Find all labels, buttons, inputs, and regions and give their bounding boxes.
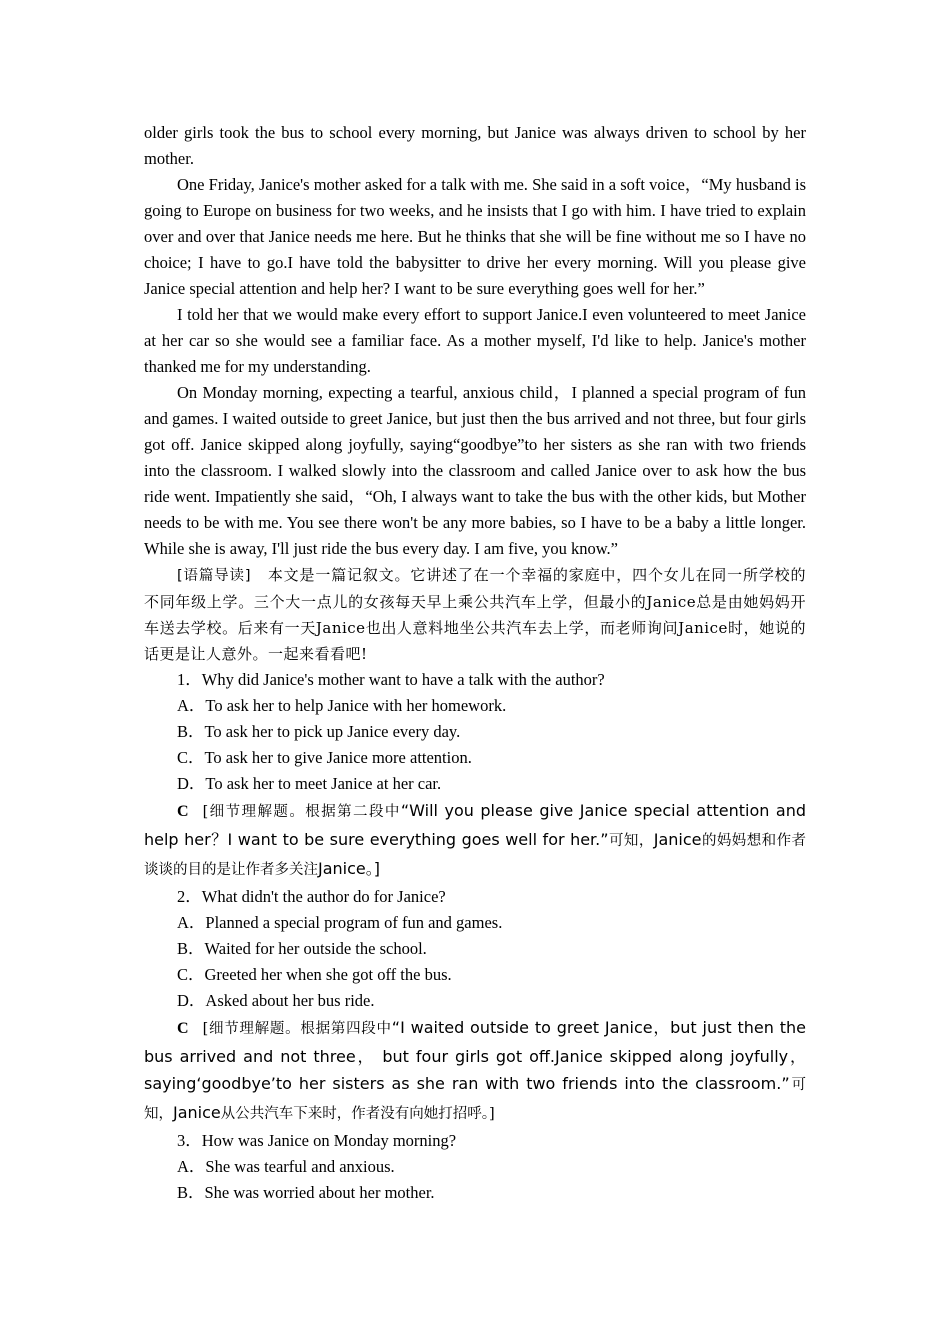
question-1-option-a[interactable]: A．To ask her to help Janice with her homework. [177, 696, 507, 715]
question-2-option-c[interactable]: C．Greeted her when she got off the bus. [177, 965, 452, 984]
passage-paragraph-4: On Monday morning, expecting a tearful, anxious child，I planned a special program of fun and games. I waited outside to greet Janice, but just then the bus arrived and not three, but four girls got off. Janice skipped along joyfully, saying“goodbye”to her sisters as she ran with two friends into the classroom. I walked slowly into the classroom and called Janice over to ask how the bus ride went. Impatiently she said，“Oh, I always want to take the bus with the other kids, but Mother needs to be with me. You see there won't be any more babies, so I have to be a baby a little longer. While she is away, I'll just ride the bus every day. I am five, you know.” [144, 383, 806, 558]
question-2-option-b[interactable]: B．Waited for her outside the school. [177, 939, 427, 958]
question-2-stem: 2．What didn't the author do for Janice? [177, 887, 446, 906]
question-1-option-d[interactable]: D．To ask her to meet Janice at her car. [177, 774, 442, 793]
reading-guide-tag: [语篇导读] [177, 568, 252, 584]
question-2-explanation: C [细节理解题。根据第四段中“I waited outside to greet Janice，but just then the bus arrived and not three， but four girls got off.Janice skipped along joyfully， saying‘goodbye’to her sisters as she ran with two friends into the classroom.”可知，Janice从公共汽车下来时，作者没有向她打招呼。] [144, 1018, 807, 1122]
question-1-answer-key: C [177, 803, 189, 820]
question-2-answer-key: C [177, 1020, 189, 1037]
question-2-option-d[interactable]: D．Asked about her bus ride. [177, 991, 375, 1010]
reading-guide-text: 本文是一篇记叙文。它讲述了在一个幸福的家庭中，四个女儿在同一所学校的不同年级上学。三个大一点儿的女孩每天早上乘公共汽车上学，但最小的Janice总是由她妈妈开车送去学校。后来有一天Janice也出人意料地坐公共汽车去上学，而老师询问Janice时，她说的话更是让人意外。一起来看看吧! [144, 566, 806, 663]
question-3-option-a[interactable]: A．She was tearful and anxious. [177, 1157, 395, 1176]
question-1-option-b[interactable]: B．To ask her to pick up Janice every day. [177, 722, 461, 741]
document-page [144, 120, 806, 1206]
question-3-stem: 3．How was Janice on Monday morning? [177, 1131, 457, 1150]
passage-paragraph-1: older girls took the bus to school every morning, but Janice was always driven to school by her mother. [144, 123, 806, 168]
passage-paragraph-3: I told her that we would make every effort to support Janice.I even volunteered to meet Janice at her car so she would see a familiar face. As a mother myself, I'd like to help. Janice's mother thanked me for my understanding. [144, 305, 806, 376]
question-3-option-b[interactable]: B．She was worried about her mother. [177, 1183, 435, 1202]
question-1-stem: 1．Why did Janice's mother want to have a talk with the author? [177, 670, 605, 689]
question-1-option-c[interactable]: C．To ask her to give Janice more attention. [177, 748, 472, 767]
reading-guide [144, 562, 806, 667]
question-2-option-a[interactable]: A．Planned a special program of fun and games. [177, 913, 503, 932]
question-1-explanation: C [细节理解题。根据第二段中“Will you please give Janice special attention and help her？I want to be sure everything goes well for her.”可知，Janice的妈妈想和作者谈谈的目的是让作者多关注Janice。] [144, 801, 807, 878]
passage-paragraph-2: One Friday, Janice's mother asked for a talk with me. She said in a soft voice，“My husband is going to Europe on business for two weeks, and he insists that I go with him. I have tried to explain over and over that Janice needs me here. But he thinks that she will be fine without me so I have no choice; I have to go.I have told the babysitter to drive her every morning. Will you please give Janice special attention and help her? I want to be sure everything goes well for her.” [144, 175, 806, 298]
